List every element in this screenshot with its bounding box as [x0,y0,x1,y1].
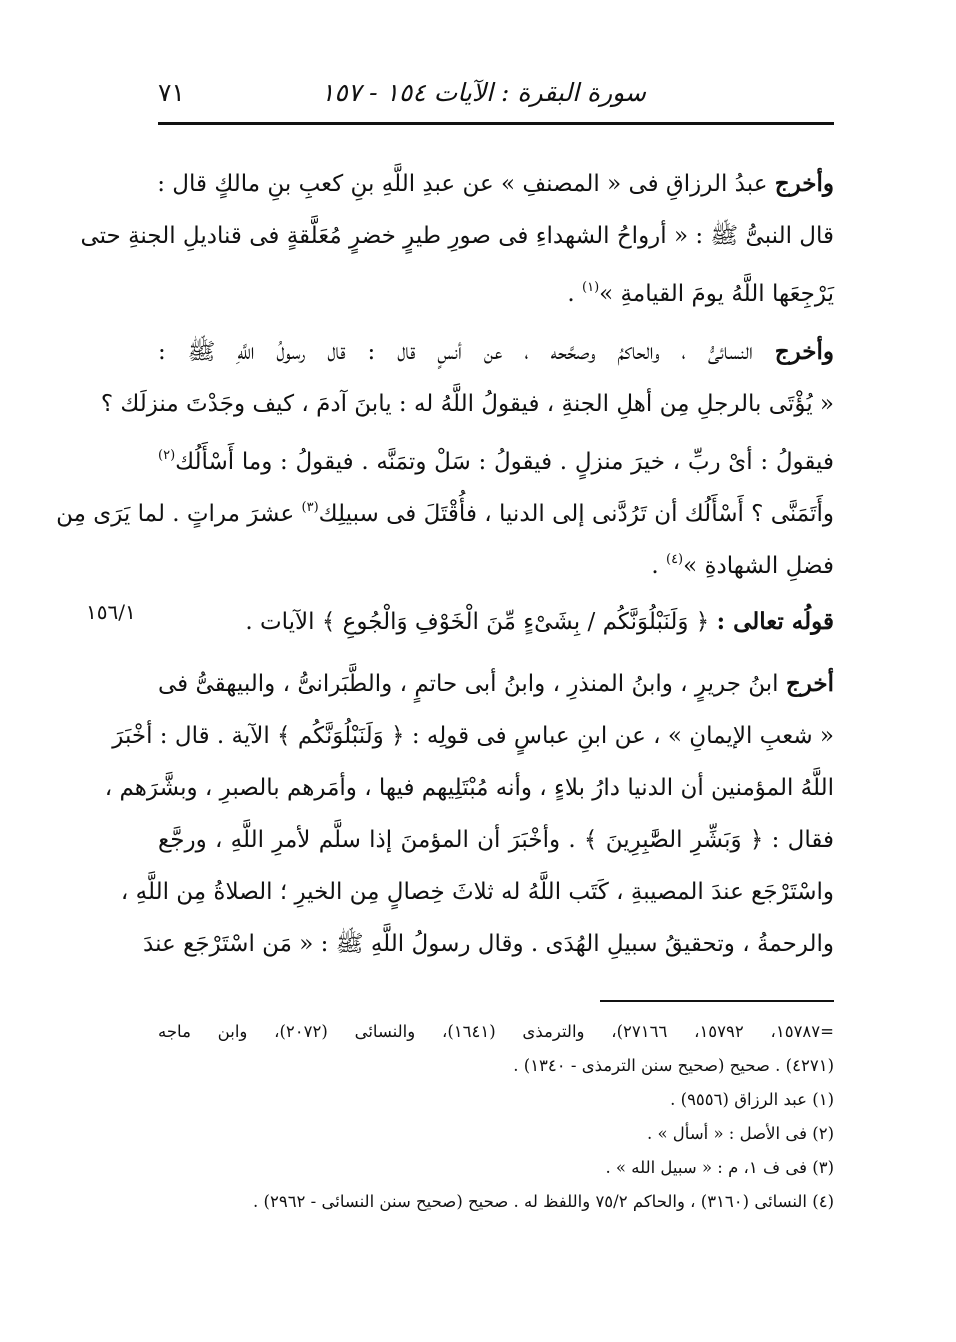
text-line [158,596,834,648]
text-line [143,918,834,970]
footnote-line: (٣) فى ف ١، م : « سبيل الله » . [605,1158,834,1177]
verse-heading [158,596,834,648]
footnote-line: (١) عبد الرزاق (٩٥٥٦) . [670,1090,834,1109]
footnote-marker: (٤) [665,552,684,567]
line-tail: . [651,553,666,579]
running-header-title: سورة البقرة : الآيات ١٥٤ - ١٥٧ [320,78,646,107]
header-rule [158,122,834,125]
text-line [158,262,834,314]
text-line [158,814,834,866]
lead-word: قولُه تعالى : [716,608,834,635]
line-text: فقال : ﴿ وَبَشِّرِ الصَّٰبِرِينَ ﴾ . وأخْبَرَ أن المؤمنَ إذا سلَّم لأمرِ اللَّهِ ، ورجَّع [158,827,834,853]
margin-page-reference: ١٥٦/١ [86,600,136,624]
line-text: فضلِ الشهادةِ » [683,553,834,579]
text-line [56,482,834,534]
text-line [120,866,834,918]
text-line [158,326,834,378]
page-header [158,78,834,122]
line-text: ابنُ جريرٍ ، وابنُ المنذرِ ، وابنُ أبى حاتمٍ ، والطَّبَرانىُّ ، والبيهقىُّ فى [158,671,786,697]
line-text: قال النبىُّ ﷺ : « أرواحُ الشهداءِ فى صورِ طيرٍ خضرٍ مُعَلَّقةٍ فى قناديلِ الجنةِ حتى [80,223,834,249]
text-line [158,534,834,586]
line-text: ﴿ وَلَنَبْلُوَنَّكُم / بِشَىْءٍ مِّنَ الْخَوْفِ وَالْجُوعِ ﴾ الآيات . [245,609,717,635]
footnote-line: =١٥٧٨٧، ١٥٧٩٢، ٢٧١٦٦)، والترمذى (١٦٤١)، والنسائى (٢٠٧٢)، وابن ماجه [158,1022,834,1041]
line-text: « شعبِ الإيمانِ » ، عن ابنِ عباسٍ فى قولِه : ﴿ وَلَنَبْلُوَنَّكُم ﴾ الآية . قال : أخْبَرَ [112,723,834,749]
line-text: اللَّهُ المؤمنين أن الدنيا دارُ بلاءٍ ، وأنه مُبْتَلِيهم فيها ، وأمَرهم بالصبرِ ، وبشَّرَهم ، [104,775,834,801]
text-line [112,710,834,762]
line-tail: عشرَ مراتٍ . لما يَرَى مِن [56,501,302,527]
line-text: وأَتَمَنَّى ؟ أَسْأَلُك أن تَرُدَّنى إلى الدنيا ، فأُقْتَلَ فى سبيلِك [318,501,834,527]
lead-word: وأخرج [774,170,834,197]
footnote-marker: (٣) [301,500,319,515]
line-text: يَرْجِعَها اللَّهُ يومَ القيامةِ » [599,281,834,307]
line-text: عبدُ الرزاقِ فى « المصنفِ » عن عبدِ اللَّهِ بنِ كعبِ بنِ مالكٍ قال : [157,171,775,197]
footnote-marker: (٢) [158,448,176,463]
footnote-rule [600,1000,834,1002]
line-text: فيقولُ : أىْ ربِّ ، خيرَ منزلٍ . فيقولُ : سَلْ وتمَنَّه . فيقولُ : وما أَسْأَلُك [175,449,834,475]
paragraph-3 [104,658,834,970]
page-number: ٧١ [158,78,185,107]
footnotes [158,1015,834,1219]
footnote-line: (٤٢٧١) . صحيح (صحيح سنن الترمذى - ١٣٤٠) . [513,1056,834,1075]
line-tail: . [567,281,583,307]
text-line [100,378,834,430]
line-text: النسائىُّ ، والحاكمُ وصحَّحه ، عن أنسٍ قال : قال رسولُ اللَّهِ ﷺ : [158,339,775,365]
footnote-line: (٤) النسائى (٣١٦٠) ، والحاكم ٧٥/٢ واللفظ له . صحيح (صحيح سنن النسائى - ٢٩٦٢) . [253,1192,834,1211]
text-line [158,158,834,210]
paragraph-2 [56,326,834,586]
footnote-marker: (١) [582,280,600,295]
text-line [158,658,834,710]
text-line [104,762,834,814]
lead-word: أخرج [785,670,834,697]
line-text: « يُؤْتَى بالرجلِ مِن أهلِ الجنةِ ، فيقولُ اللَّهُ له : يابنَ آدمَ ، كيف وجَدْتَ منزلَك ؟ [100,391,834,417]
line-text: والرحمةُ ، وتحقيقُ سبيلِ الهُدَى . وقال رسولُ اللَّهِ ﷺ : « مَن اسْتَرْجَع عندَ [143,931,834,957]
lead-word: وأخرج [774,338,834,365]
paragraph-1 [80,158,834,314]
footnote-line: (٢) فى الأصل : « أسأل » . [646,1124,834,1143]
text-line [80,210,834,262]
text-line [158,430,834,482]
line-text: واسْتَرْجَع عندَ المصيبةِ ، كَتَب اللَّهُ له ثلاثَ خِصالٍ مِن الخيرِ ؛ الصلاةُ مِن اللَّهِ ، [120,879,834,905]
